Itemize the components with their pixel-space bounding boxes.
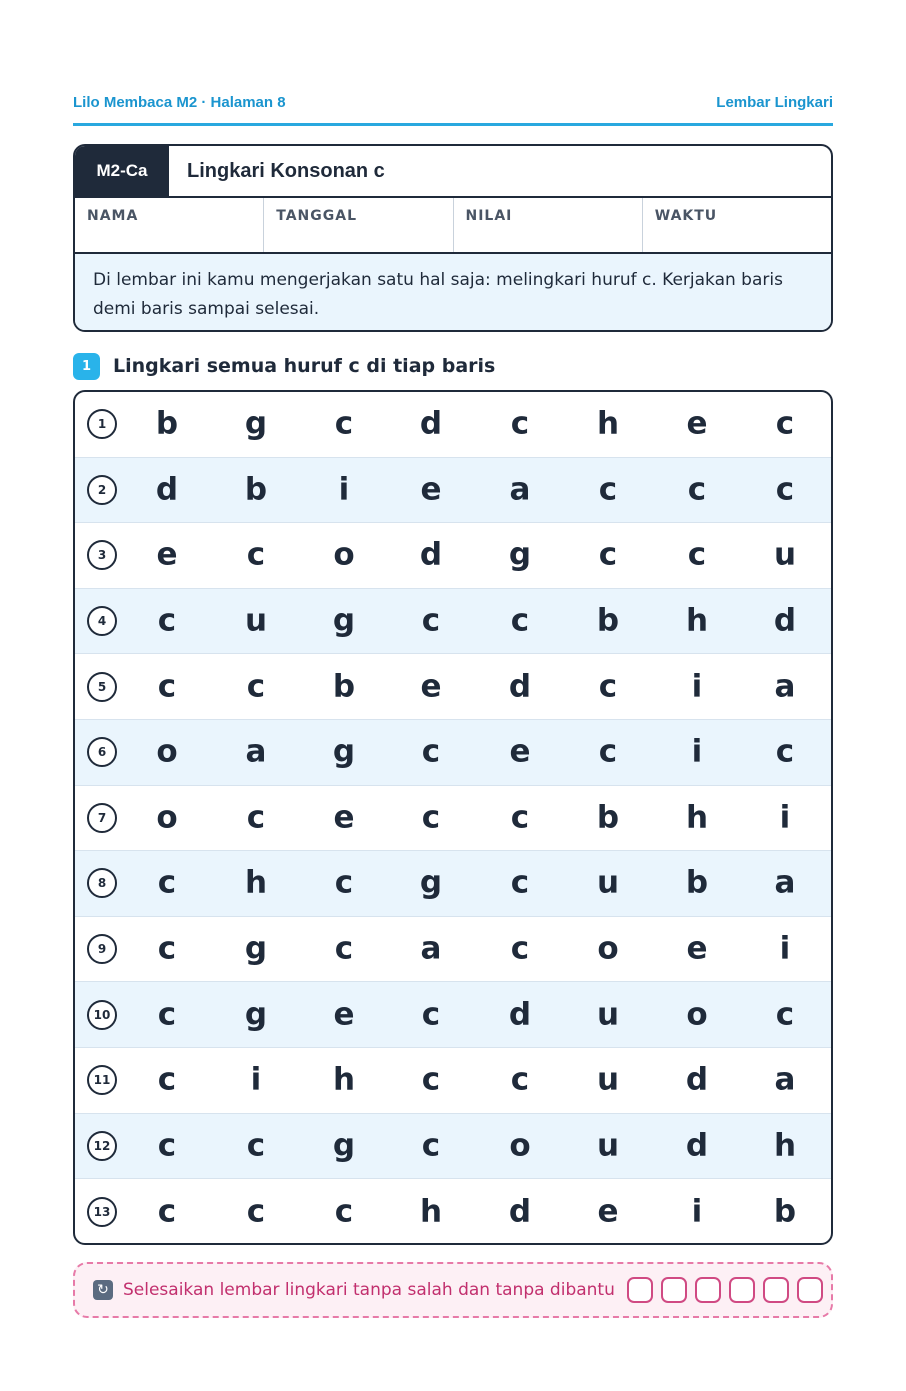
row-number: 1 (87, 409, 117, 439)
letter-cell[interactable]: e (156, 536, 178, 573)
title-row (75, 146, 831, 198)
letter-cell[interactable]: a (245, 733, 267, 770)
row-number: 7 (87, 803, 117, 833)
field-waktu[interactable]: WAKTU (654, 208, 718, 224)
letter-cell[interactable]: c (421, 1061, 441, 1098)
progress-checkbox[interactable] (627, 1277, 653, 1303)
grid-row (75, 392, 831, 458)
checkbox-group (627, 1277, 823, 1303)
field-tanggal[interactable]: TANGGAL (264, 198, 453, 252)
letter-cell[interactable]: c (421, 733, 441, 770)
letter-cell[interactable]: b (685, 864, 709, 901)
grid-row (75, 1048, 831, 1114)
letter-cell[interactable]: o (509, 1127, 531, 1164)
letter-cell[interactable]: d (419, 405, 443, 442)
letter-cell[interactable]: o (156, 733, 178, 770)
letter-cell[interactable]: i (779, 930, 791, 967)
row-number: 8 (87, 868, 117, 898)
letter-cell[interactable]: g (244, 930, 268, 967)
letter-cell[interactable]: o (156, 799, 178, 836)
letter-cell[interactable]: g (244, 405, 268, 442)
letter-cell[interactable]: u (596, 1127, 620, 1164)
letter-cell[interactable]: c (421, 996, 441, 1033)
letter-cell[interactable]: b (332, 668, 356, 705)
letter-cell[interactable]: c (598, 536, 618, 573)
grid-row (75, 523, 831, 589)
letter-cell[interactable]: c (157, 668, 177, 705)
letter-cell[interactable]: a (509, 471, 531, 508)
letter-cell[interactable]: o (686, 996, 708, 1033)
letter-cell[interactable]: c (510, 930, 530, 967)
letter-cell[interactable]: c (246, 799, 266, 836)
letter-cell[interactable]: i (691, 668, 703, 705)
letter-cell[interactable]: g (332, 602, 356, 639)
grid-row (75, 654, 831, 720)
header-card (73, 144, 833, 332)
progress-checkbox[interactable] (797, 1277, 823, 1303)
row-number: 5 (87, 672, 117, 702)
letter-cell[interactable]: i (691, 733, 703, 770)
letter-cell[interactable]: h (685, 602, 709, 639)
letter-cell[interactable]: g (508, 536, 532, 573)
grid-row (75, 1179, 831, 1245)
instructions: Di lembar ini kamu mengerjakan satu hal saja: melingkari huruf c. Kerjakan baris demi baris sampai selesai. (75, 254, 831, 330)
letter-cell[interactable]: c (157, 1193, 177, 1230)
letter-cell[interactable]: u (596, 996, 620, 1033)
row-number: 4 (87, 606, 117, 636)
grid-row (75, 917, 831, 983)
field-nama[interactable]: NAMA (75, 198, 264, 252)
worksheet-title: Lingkari Konsonan c (187, 159, 385, 182)
section-title: Lingkari semua huruf c di tiap baris (113, 355, 496, 377)
letter-cell[interactable]: c (157, 864, 177, 901)
letter-cell[interactable]: i (779, 799, 791, 836)
letter-cell[interactable]: d (685, 1127, 709, 1164)
letter-cell[interactable]: d (508, 1193, 532, 1230)
letter-cell[interactable]: i (338, 471, 350, 508)
letter-cell[interactable]: c (687, 471, 707, 508)
grid-row (75, 786, 831, 852)
letter-cell[interactable]: d (419, 536, 443, 573)
letter-cell[interactable]: c (421, 1127, 441, 1164)
letter-cell[interactable]: b (155, 405, 179, 442)
grid-row (75, 1114, 831, 1180)
letter-cell[interactable]: c (157, 1061, 177, 1098)
letter-cell[interactable]: c (157, 1127, 177, 1164)
grid-row (75, 851, 831, 917)
letter-cell[interactable]: b (773, 1193, 797, 1230)
letter-cell[interactable]: d (685, 1061, 709, 1098)
letter-cell[interactable]: u (244, 602, 268, 639)
row-number: 10 (87, 1000, 117, 1030)
letter-cell[interactable]: b (596, 602, 620, 639)
row-number: 11 (87, 1065, 117, 1095)
letter-cell[interactable]: o (333, 536, 355, 573)
running-head-right: Lembar Lingkari (716, 94, 833, 111)
letter-cell[interactable]: a (774, 1061, 796, 1098)
letter-cell[interactable]: d (773, 602, 797, 639)
letter-cell[interactable]: i (691, 1193, 703, 1230)
letter-cell[interactable]: i (250, 1061, 262, 1098)
row-number: 6 (87, 737, 117, 767)
letter-cell[interactable]: c (334, 864, 354, 901)
letter-cell[interactable]: e (597, 1193, 619, 1230)
letter-cell[interactable]: c (510, 1061, 530, 1098)
letter-cell[interactable]: c (775, 405, 795, 442)
letter-cell[interactable]: e (333, 799, 355, 836)
fields-row (75, 198, 831, 254)
letter-cell[interactable]: g (332, 733, 356, 770)
letter-cell[interactable]: h (332, 1061, 356, 1098)
footer-text: Selesaikan lembar lingkari tanpa salah dan tanpa dibantu (123, 1280, 615, 1300)
row-number: 13 (87, 1197, 117, 1227)
letter-cell[interactable]: c (510, 864, 530, 901)
letter-cell[interactable]: b (596, 799, 620, 836)
row-number: 9 (87, 934, 117, 964)
grid-row (75, 589, 831, 655)
letter-cell[interactable]: c (775, 733, 795, 770)
letter-cell[interactable]: h (419, 1193, 443, 1230)
letter-cell[interactable]: c (246, 1193, 266, 1230)
letter-cell[interactable]: c (421, 602, 441, 639)
letter-cell[interactable]: e (420, 668, 442, 705)
letter-cell[interactable]: e (420, 471, 442, 508)
section-number: 1 (73, 353, 100, 380)
letter-cell[interactable]: c (510, 799, 530, 836)
letter-cell[interactable]: h (596, 405, 620, 442)
field-nilai[interactable]: NILAI (454, 198, 643, 252)
letter-cell[interactable]: c (157, 930, 177, 967)
row-number: 3 (87, 540, 117, 570)
grid-row (75, 720, 831, 786)
letter-cell[interactable]: c (687, 536, 707, 573)
letter-cell[interactable]: c (510, 405, 530, 442)
row-number: 12 (87, 1131, 117, 1161)
letter-cell[interactable]: e (686, 405, 708, 442)
letter-cell[interactable]: c (421, 799, 441, 836)
letter-cell[interactable]: c (157, 996, 177, 1033)
letter-cell[interactable]: g (332, 1127, 356, 1164)
letter-cell[interactable]: h (773, 1127, 797, 1164)
letter-cell[interactable]: c (246, 536, 266, 573)
letter-cell[interactable]: u (596, 864, 620, 901)
letter-grid (73, 390, 833, 1245)
letter-cell[interactable]: b (244, 471, 268, 508)
letter-cell[interactable]: g (244, 996, 268, 1033)
letter-cell[interactable]: c (246, 668, 266, 705)
letter-cell[interactable]: c (775, 471, 795, 508)
progress-checkbox[interactable] (661, 1277, 687, 1303)
running-head (73, 90, 833, 126)
section-heading (73, 352, 495, 380)
letter-cell[interactable]: o (597, 930, 619, 967)
letter-cell[interactable]: h (244, 864, 268, 901)
letter-cell[interactable]: a (420, 930, 442, 967)
letter-cell[interactable]: d (508, 996, 532, 1033)
letter-cell[interactable]: u (596, 1061, 620, 1098)
progress-checkbox[interactable] (695, 1277, 721, 1303)
letter-cell[interactable]: c (334, 1193, 354, 1230)
running-head-left: Lilo Membaca M2 · Halaman 8 (73, 94, 286, 111)
grid-row (75, 982, 831, 1048)
repeat-icon: ↻ (93, 1280, 113, 1300)
letter-cell[interactable]: a (774, 864, 796, 901)
letter-cell[interactable]: c (775, 996, 795, 1033)
row-number: 2 (87, 475, 117, 505)
letter-cell[interactable]: e (509, 733, 531, 770)
letter-cell[interactable]: u (773, 536, 797, 573)
grid-row (75, 458, 831, 524)
progress-checkbox[interactable] (729, 1277, 755, 1303)
progress-checkbox[interactable] (763, 1277, 789, 1303)
letter-cell[interactable]: h (685, 799, 709, 836)
letter-cell[interactable]: c (334, 405, 354, 442)
letter-cell[interactable]: c (246, 1127, 266, 1164)
letter-cell[interactable]: e (333, 996, 355, 1033)
letter-cell[interactable]: d (155, 471, 179, 508)
worksheet-code: M2-Ca (75, 146, 169, 196)
letter-cell[interactable]: c (598, 733, 618, 770)
letter-cell[interactable]: d (508, 668, 532, 705)
letter-cell[interactable]: c (510, 602, 530, 639)
letter-cell[interactable]: c (334, 930, 354, 967)
letter-cell[interactable]: c (157, 602, 177, 639)
letter-cell[interactable]: c (598, 471, 618, 508)
footer-challenge (73, 1262, 833, 1318)
letter-cell[interactable]: c (598, 668, 618, 705)
letter-cell[interactable]: e (686, 930, 708, 967)
letter-cell[interactable]: a (774, 668, 796, 705)
letter-cell[interactable]: g (419, 864, 443, 901)
